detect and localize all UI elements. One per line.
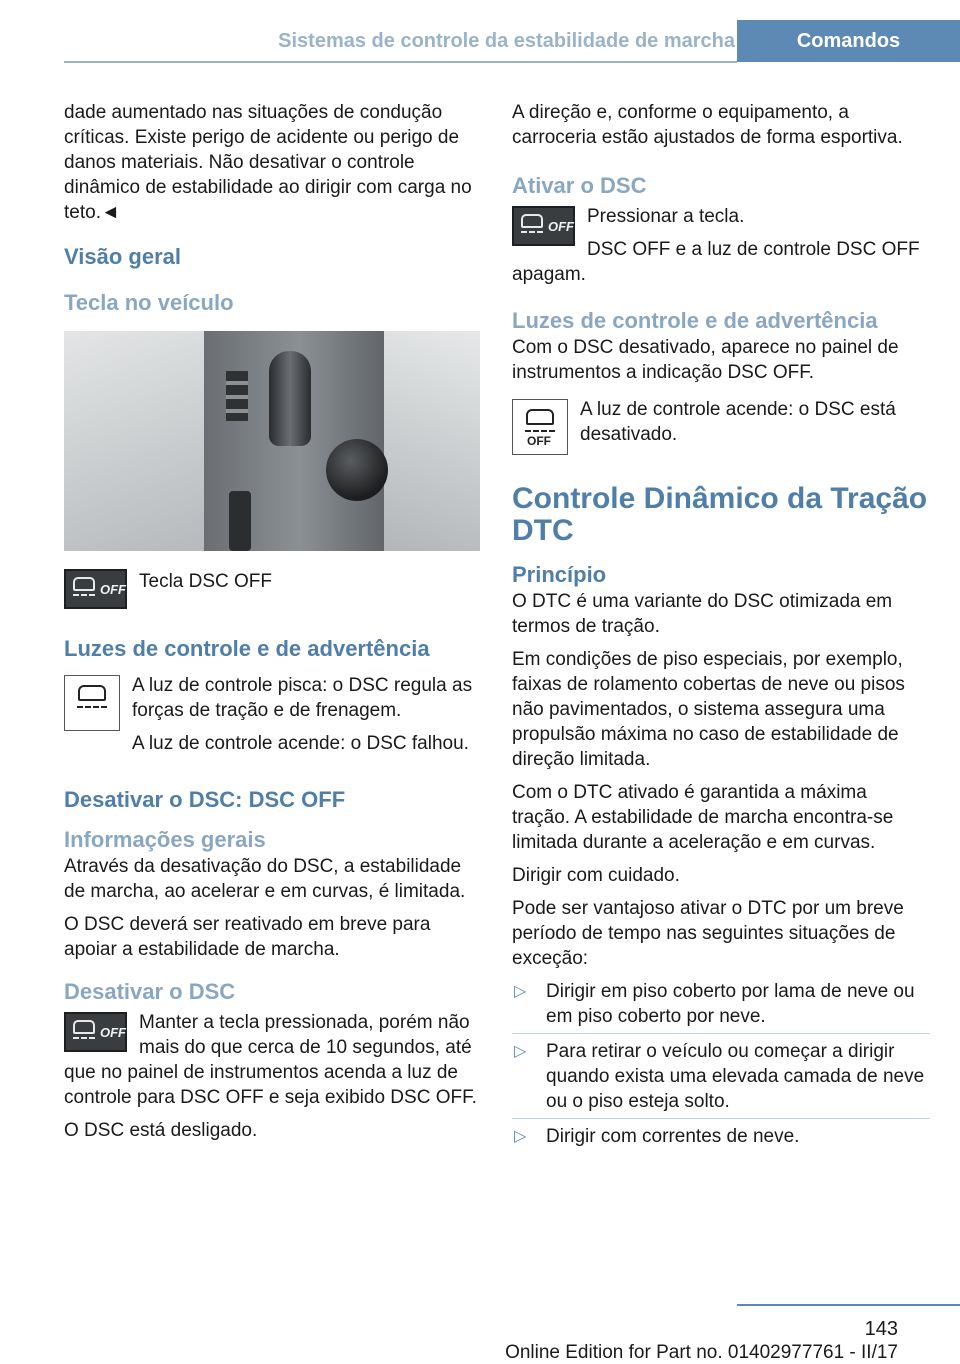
off-label: OFF (100, 1025, 126, 1040)
dsc-off-status: O DSC está desligado. (64, 1120, 258, 1141)
activate-step-1: Pressionar a tecla. (587, 206, 745, 227)
dtc-paragraph-5: Pode ser vantajoso ativar o DTC por um breve período de tempo nas seguintes situações de exceção: (512, 898, 904, 969)
section-title: Sistemas de controle da estabilidade de marcha (278, 30, 735, 52)
triangle-bullet-icon: ▷ (514, 1043, 527, 1060)
heading-dtc: Controle Dinâmico da Tração DTC (512, 482, 928, 547)
console-buttons (226, 371, 248, 421)
footer-rule (737, 1304, 960, 1306)
heading-activate-dsc: Ativar o DSC (512, 173, 647, 198)
page-footer (0, 1300, 960, 1362)
skid-lines-icon (73, 594, 95, 602)
deactivate-instructions: Manter a tecla pressionada, porém não mais do que cerca de 10 segundos, até que no painel de instrumentos acenda a luz de controle para DSC OFF e seja exibido DSC OFF. (64, 1012, 477, 1108)
heading-deactivate: Desativar o DSC: DSC OFF (64, 787, 346, 812)
list-item-text: Para retirar o veículo ou começar a dirigir quando exista uma elevada camada de neve ou o piso esteja solto. (546, 1041, 925, 1112)
off-label: OFF (548, 219, 574, 234)
page-header (0, 0, 960, 62)
divider (512, 1118, 930, 1119)
left-column (64, 100, 482, 1151)
light-on-failure-text: A luz de controle acende: o DSC falhou. (132, 733, 469, 754)
caption-dsc-off: Tecla DSC OFF (139, 571, 273, 592)
header-rule (64, 61, 737, 63)
heading-general-info: Informações gerais (64, 827, 266, 852)
divider (512, 1033, 930, 1034)
skid-lines-icon (521, 231, 543, 239)
light-flashes-text: A luz de controle pisca: o DSC regula as forças de tração e de frenagem. (132, 675, 473, 721)
activate-step-2: DSC OFF e a luz de controle DSC OFF apagam. (512, 239, 920, 285)
dsc-off-button-icon (64, 569, 127, 609)
heading-warning-lights: Luzes de controle e de advertência (64, 636, 430, 661)
parking-brake-handle (229, 491, 251, 551)
exception-list (512, 979, 930, 1149)
seat-right (384, 331, 480, 551)
dtc-paragraph-4: Dirigir com cuidado. (512, 865, 680, 886)
dtc-paragraph-2: Em condições de piso especiais, por exemplo, faixas de rolamento cobertas de neve ou pisos não pavimentados, o sistema assegura uma propulsão máxima no caso de estabilidade de direção limitada. (512, 649, 905, 770)
list-item (512, 979, 930, 1029)
sport-setup-paragraph: A direção e, conforme o equipamento, a carroceria estão ajustados de forma esportiva. (512, 102, 903, 148)
car-outline-icon (73, 577, 95, 591)
seat-left (64, 331, 214, 551)
intro-paragraph: dade aumentado nas situações de condução críticas. Existe perigo de acidente ou perigo de danos materiais. Não desativar o controle dinâmico de estabilidade ao dirigir com carga no teto.◄ (64, 102, 472, 223)
car-outline-icon (526, 409, 554, 425)
triangle-bullet-icon: ▷ (514, 983, 527, 1000)
page-number: 143 (864, 1318, 898, 1340)
dsc-off-button-icon (64, 1012, 127, 1052)
off-label: OFF (100, 582, 126, 597)
heading-deactivate-dsc: Desativar o DSC (64, 979, 236, 1004)
list-item-text: Dirigir com correntes de neve. (546, 1126, 800, 1147)
off-label: OFF (527, 434, 551, 448)
car-outline-icon (521, 214, 543, 228)
dtc-paragraph-1: O DTC é uma variante do DSC otimizada em termos de tração. (512, 591, 893, 637)
right-column (512, 100, 930, 1157)
general-paragraph-2: O DSC deverá ser reativado em breve para apoiar a estabilidade de marcha. (64, 914, 431, 960)
heading-principle: Princípio (512, 562, 607, 587)
triangle-bullet-icon: ▷ (514, 1128, 527, 1145)
list-item-text: Dirigir em piso coberto por lama de neve ou em piso coberto por neve. (546, 981, 915, 1027)
heading-warning-lights-right: Luzes de controle e de advertência (512, 308, 878, 333)
dsc-off-button-icon (512, 206, 575, 246)
edition-note: Online Edition for Part no. 01402977761 - II/17 (505, 1342, 898, 1363)
heading-button-in-vehicle: Tecla no veículo (64, 290, 234, 315)
gear-selector (269, 351, 311, 446)
heading-overview: Visão geral (64, 244, 181, 269)
dsc-indicator-icon (64, 675, 120, 731)
chapter-tab: Comandos (737, 20, 960, 62)
light-on-deactivated-text: A luz de controle acende: o DSC está desativado. (580, 399, 896, 445)
lights-paragraph: Com o DSC desativado, aparece no painel de instrumentos a indicação DSC OFF. (512, 337, 899, 383)
general-paragraph-1: Através da desativação do DSC, a estabilidade de marcha, ao acelerar e em curvas, é limitada. (64, 856, 466, 902)
skid-lines-icon (77, 706, 107, 716)
list-item (512, 1124, 930, 1149)
car-outline-icon (78, 685, 106, 701)
dtc-paragraph-3: Com o DTC ativado é garantida a máxima tração. A estabilidade de marcha encontra-se limitada durante a aceleração e em curvas. (512, 782, 894, 853)
button-caption-row (64, 569, 482, 609)
dsc-off-indicator-icon (512, 399, 568, 455)
center-console-photo (64, 331, 480, 551)
list-item (512, 1039, 930, 1114)
car-outline-icon (73, 1020, 95, 1034)
controller-knob (326, 439, 388, 501)
skid-lines-icon (73, 1037, 95, 1045)
